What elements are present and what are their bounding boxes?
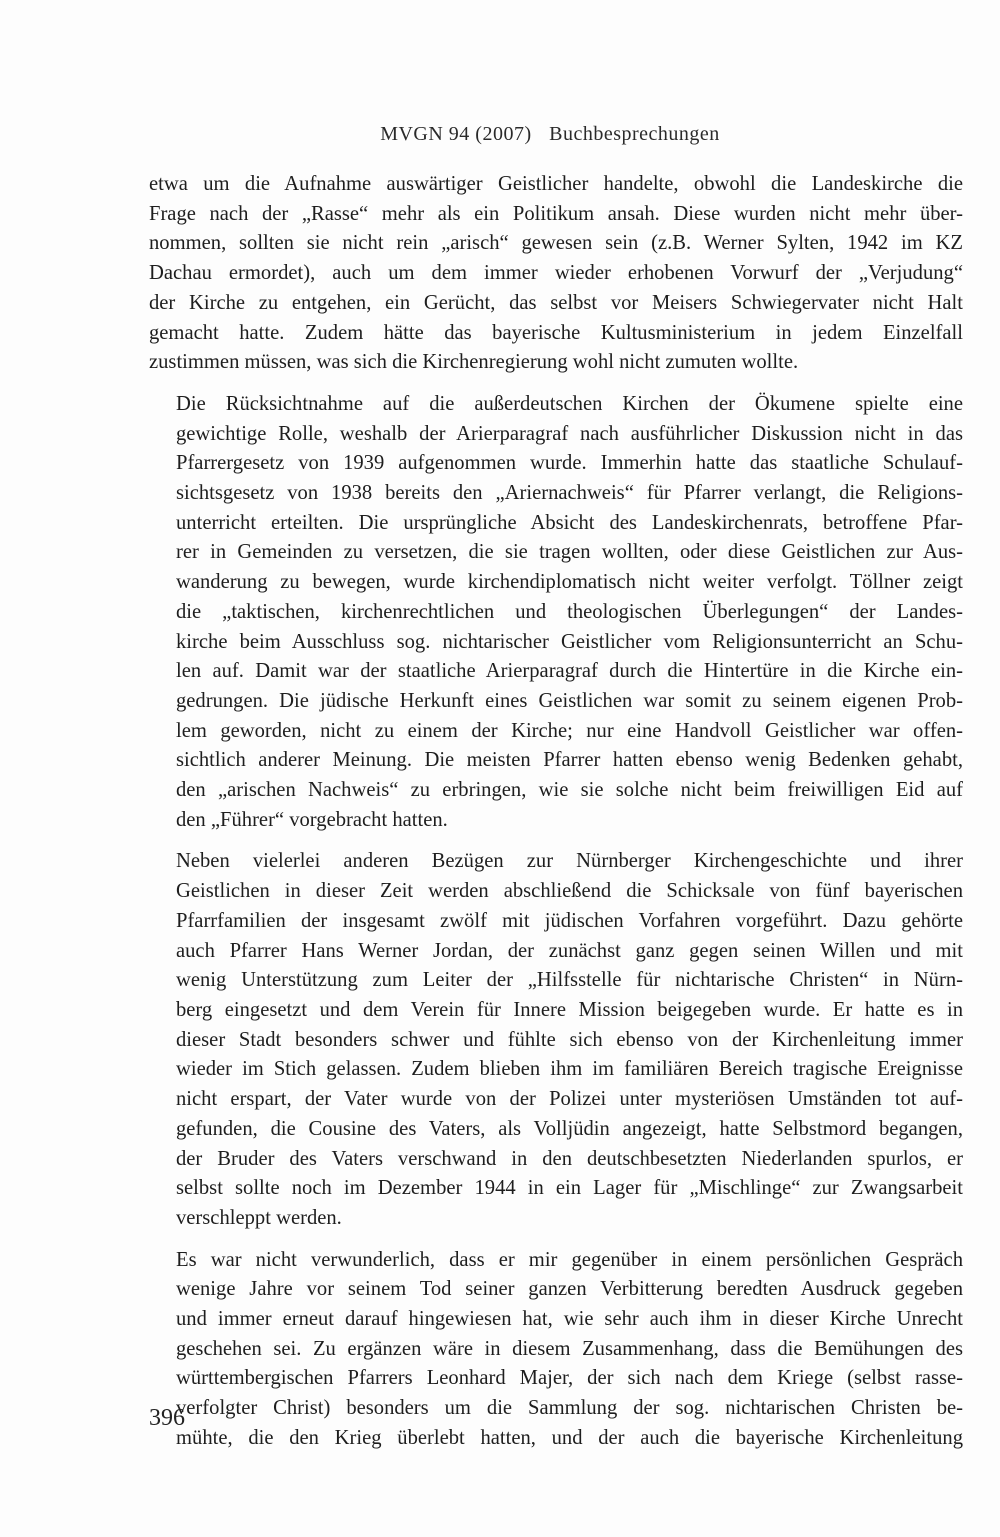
text-line: gemacht hatte. Zudem hätte das bayerische Kultusministerium in jedem Einzelfall bbox=[149, 321, 963, 344]
text-line: Neben vielerlei anderen Bezügen zur Nürnberger Kirchengeschichte und ihrer bbox=[176, 850, 963, 873]
text-line: und immer erneut darauf hingewiesen hat, wie sehr auch ihm in dieser Kirche Unrecht bbox=[176, 1308, 963, 1331]
text-line: len auf. Damit war der staatliche Arierparagraf durch die Hintertüre in die Kirche ein- bbox=[176, 660, 963, 683]
text-line: den „Führer“ vorgebracht hatten. bbox=[176, 808, 448, 831]
text-line: wenig Unterstützung zum Leiter der „Hilfsstelle für nichtarische Christen“ in Nürn- bbox=[176, 969, 963, 992]
text-line: der Kirche zu entgehen, ein Gerücht, das selbst vor Meisers Schwiegervater nicht Halt bbox=[149, 291, 963, 314]
text-line: wieder im Stich gelassen. Zudem blieben ihm im familiären Bereich tragische Ereignisse bbox=[176, 1058, 963, 1081]
text-line: Geistlichen in dieser Zeit werden abschließend die Schicksale von fünf bayerischen bbox=[176, 880, 963, 903]
text-line: württembergischen Pfarrers Leonhard Majer, der sich nach dem Kriege (selbst rasse- bbox=[176, 1367, 963, 1390]
text-line: verfolgter Christ) besonders um die Sammlung der sog. nichtarischen Christen be- bbox=[176, 1397, 963, 1420]
paragraph-3 bbox=[149, 847, 963, 1233]
text-line: geschehen sei. Zu ergänzen wäre in diesem Zusammenhang, dass die Bemühungen des bbox=[176, 1337, 963, 1360]
text-line: gefunden, die Cousine des Vaters, als Volljüdin angezeigt, hatte Selbstmord begangen, bbox=[176, 1117, 963, 1140]
text-line: die „taktischen, kirchenrechtlichen und theologischen Überlegungen“ der Landes- bbox=[176, 600, 963, 623]
page-number: 396 bbox=[149, 1405, 185, 1431]
paragraph-2 bbox=[149, 390, 963, 836]
text-line: Pfarrergesetz von 1939 aufgenommen wurde. Immerhin hatte das staatliche Schulauf- bbox=[176, 452, 963, 475]
running-head bbox=[150, 123, 950, 146]
paragraph-4 bbox=[149, 1246, 963, 1454]
paragraph-1 bbox=[149, 170, 963, 378]
text-line: nommen, sollten sie nicht rein „arisch“ gewesen sein (z.B. Werner Sylten, 1942 im KZ bbox=[149, 232, 963, 255]
text-line: Die Rücksichtnahme auf die außerdeutschen Kirchen der Ökumene spielte eine bbox=[176, 392, 963, 415]
text-line: berg eingesetzt und dem Verein für Innere Mission beigegeben wurde. Er hatte es in bbox=[176, 998, 963, 1021]
body-text bbox=[149, 170, 963, 1454]
text-line: den „arischen Nachweis“ zu erbringen, wie sie solche nicht beim freiwilligen Eid auf bbox=[176, 779, 963, 802]
text-line: wenige Jahre vor seinem Tod seiner ganzen Verbitterung beredten Ausdruck gegeben bbox=[176, 1278, 963, 1301]
journal-reference: MVGN 94 (2007) bbox=[380, 123, 532, 145]
text-line: unterricht erteilten. Die ursprüngliche Absicht des Landeskirchenrats, betroffene Pfar- bbox=[176, 511, 963, 534]
text-line: verschleppt werden. bbox=[176, 1206, 342, 1229]
text-line: nicht erspart, der Vater wurde von der Polizei unter mysteriösen Umständen tot auf- bbox=[176, 1088, 963, 1111]
text-line: Frage nach der „Rasse“ mehr als ein Politikum ansah. Diese wurden nicht mehr über- bbox=[149, 202, 963, 225]
text-line: gewichtige Rolle, weshalb der Arierparagraf nach ausführlicher Diskussion nicht in das bbox=[176, 422, 963, 445]
text-line: selbst sollte noch im Dezember 1944 in ein Lager für „Mischlinge“ zur Zwangsarbeit bbox=[176, 1177, 963, 1200]
text-line: gedrungen. Die jüdische Herkunft eines Geistlichen war somit zu seinem eigenen Prob- bbox=[176, 689, 963, 712]
text-line: Es war nicht verwunderlich, dass er mir gegenüber in einem persönlichen Gespräch bbox=[176, 1248, 963, 1271]
text-line: sichtsgesetz von 1938 bereits den „Ariernachweis“ für Pfarrer verlangt, die Religions- bbox=[176, 482, 963, 505]
text-line: auch Pfarrer Hans Werner Jordan, der zunächst ganz gegen seinen Willen und mit bbox=[176, 939, 963, 962]
text-line: dieser Stadt besonders schwer und fühlte sich ebenso von der Kirchenleitung immer bbox=[176, 1028, 963, 1051]
text-line: Pfarrfamilien der insgesamt zwölf mit jüdischen Vorfahren vorgeführt. Dazu gehörte bbox=[176, 909, 963, 932]
text-line: zustimmen müssen, was sich die Kirchenregierung wohl nicht zumuten wollte. bbox=[149, 351, 799, 374]
text-line: wanderung zu bewegen, wurde kirchendiplomatisch nicht weiter verfolgt. Töllner zeigt bbox=[176, 571, 963, 594]
text-line: kirche beim Ausschluss sog. nichtarischer Geistlicher vom Religionsunterricht an Schu- bbox=[176, 630, 963, 653]
text-line: lem geworden, nicht zu einem der Kirche; nur eine Handvoll Geistlicher war offen- bbox=[176, 719, 963, 742]
text-line: Dachau ermordet), auch um dem immer wieder erhobenen Vorwurf der „Verjudung“ bbox=[149, 262, 963, 285]
text-line: der Bruder des Vaters verschwand in den deutschbesetzten Niederlanden spurlos, er bbox=[176, 1147, 963, 1170]
text-line: rer in Gemeinden zu versetzen, die sie tragen wollten, oder diese Geistlichen zur Aus- bbox=[176, 541, 963, 564]
text-line: etwa um die Aufnahme auswärtiger Geistlicher handelte, obwohl die Landeskirche die bbox=[149, 173, 963, 195]
section-title: Buchbesprechungen bbox=[549, 123, 720, 145]
text-line: sichtlich anderer Meinung. Die meisten Pfarrer hatten ebenso wenig Bedenken gehabt, bbox=[176, 749, 963, 772]
text-line: mühte, die den Krieg überlebt hatten, und der auch die bayerische Kirchenleitung bbox=[176, 1426, 963, 1449]
